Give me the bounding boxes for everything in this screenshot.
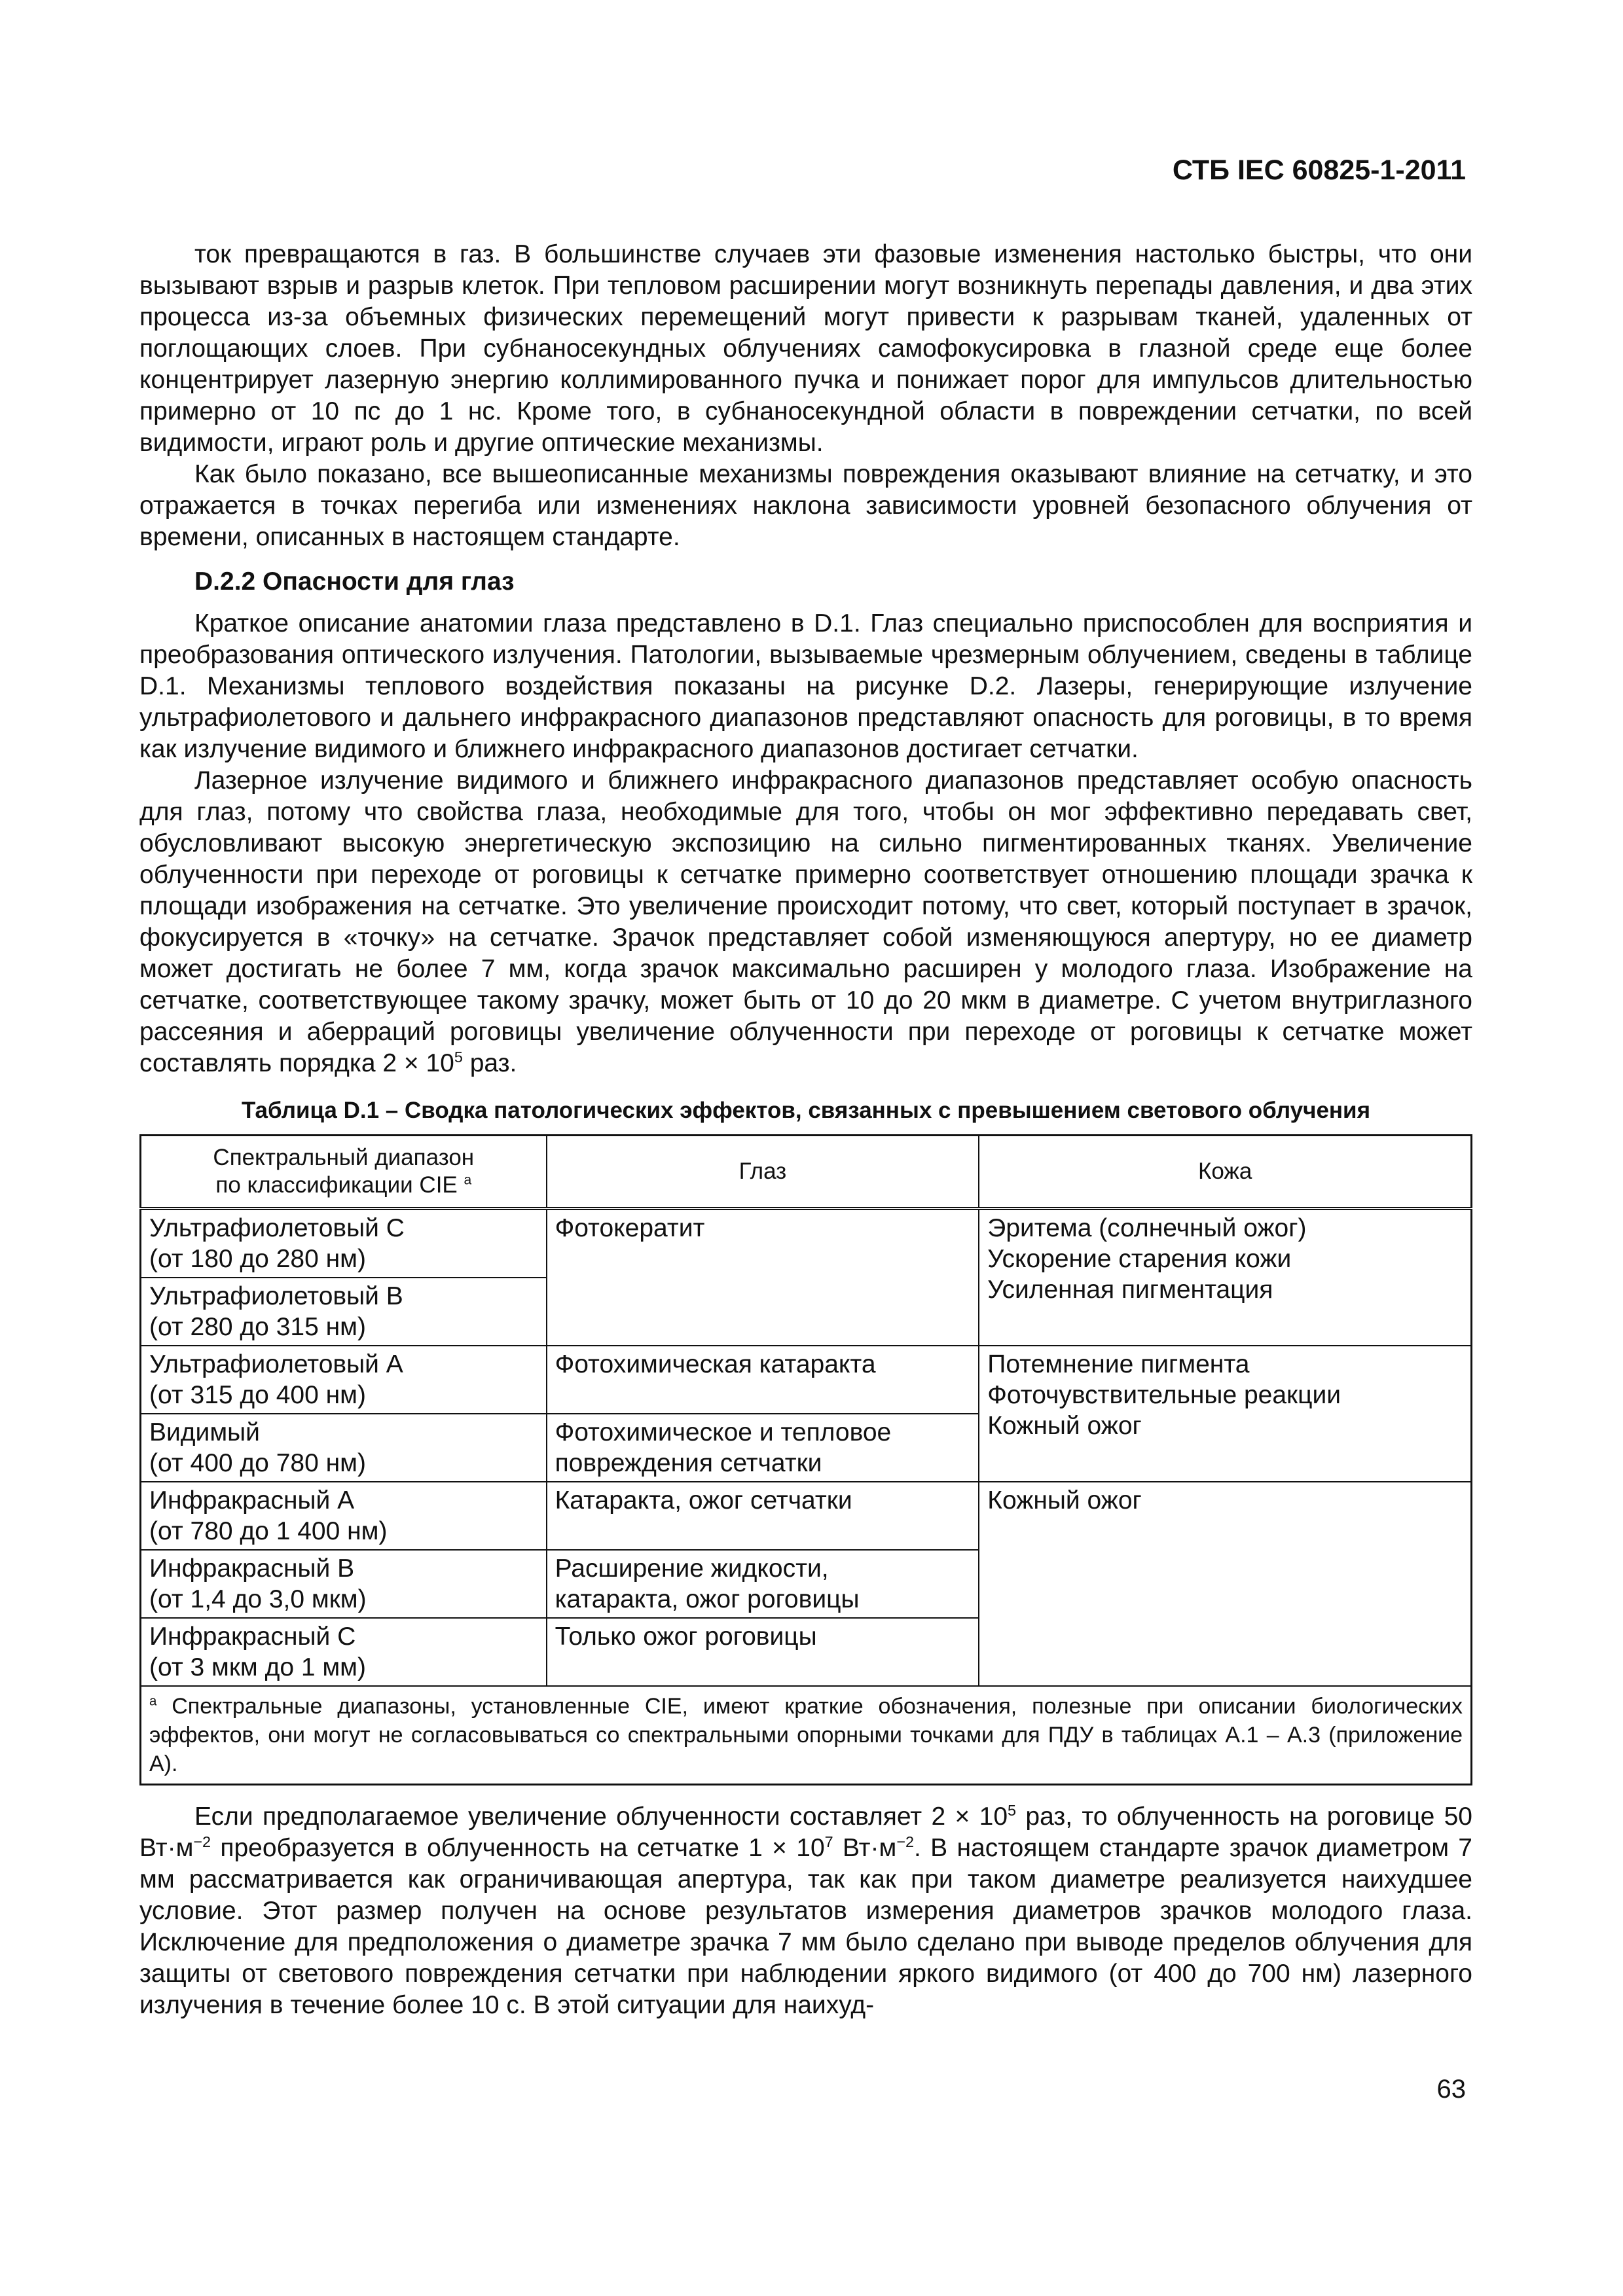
paragraph: ток превращаются в газ. В большинстве случаев эти фазовые изменения настолько быстры, что они вызывают взрыв и разрыв клеток. При тепловом расширении могут возникнуть перепады давления, и два этих процесса из-за объемных физических перемещений могут привести к разрывам тканей, удаленных от поглощающих слоев. При субнаносекундных облучениях самофокусировка в глазной среде еще более концентрирует лазерную энергию коллимированного пучка и понижает порог для импульсов длительностью примерно от 10 пс до 1 нс. Кроме того, в субнаносекундной области в повреждении сетчатки, по всей видимости, играют роль и другие оптические механизмы. [139, 240, 1472, 457]
spectral-range-cell: Ультрафиолетовый B (от 280 до 315 нм) [141, 1278, 547, 1346]
table-row [141, 1209, 1472, 1278]
spectral-range-cell: Видимый (от 400 до 780 нм) [141, 1414, 547, 1482]
page-content [139, 239, 1472, 2021]
table-footnote: $^а$ Спектральные диапазоны, установленные CIE, имеют краткие обозначения, полезные при описании биологических эффектов, они могут не согласовываться со спектральными опорными точками для ПДУ в таблицах А.1 – А.3 (приложение А). [141, 1686, 1472, 1785]
eye-effect-cell: Фотокератит [547, 1209, 979, 1346]
eye-effect-cell: Фотохимическое и тепловое повреждения сетчатки [547, 1414, 979, 1482]
paragraph: Как было показано, все вышеописанные механизмы повреждения оказывают влияние на сетчатку, и это отражается в точках перегиба или изменениях наклона зависимости уровней безопасного облучения от времени, описанных в настоящем стандарте. [139, 460, 1472, 551]
skin-effect-cell: Кожный ожог [979, 1482, 1471, 1686]
paragraph: Лазерное излучение видимого и ближнего инфракрасного диапазонов представляет особую опасность для глаз, потому что свойства глаза, необходимые для того, чтобы он мог эффективно передавать свет, обусловливают высокую энергетическую экспозицию на сильно пигментированных тканях. Увеличение облученности при переходе от роговицы к сетчатке примерно соответствует отношению площади зрачка к площади изображения на сетчатке. Это увеличение происходит потому, что свет, который поступает в зрачок, фокусируется в «точку» на сетчатке. Зрачок представляет собой изменяющуюся апертуру, но ее диаметр может достигать не более 7 мм, когда зрачок максимально расширен у молодого глаза. Изображение на сетчатке, соответствующее такому зрачку, может быть от 10 до 20 мкм в диаметре. С учетом внутриглазного рассеяния и аберраций роговицы увеличение облученности при переходе от роговицы к сетчатке может составлять порядка $2 \times 10^5$ раз. [139, 766, 1472, 1077]
spectral-range-cell: Ультрафиолетовый C (от 180 до 280 нм) [141, 1209, 547, 1278]
eye-effect-cell: Только ожог роговицы [547, 1618, 979, 1686]
spectral-range-cell: Инфракрасный C (от 3 мкм до 1 мм) [141, 1618, 547, 1686]
table-header-row [141, 1136, 1472, 1209]
eye-effect-cell: Расширение жидкости, катаракта, ожог роговицы [547, 1550, 979, 1618]
table-caption: Таблица D.1 – Сводка патологических эффектов, связанных с превышением светового облучения [242, 1098, 1370, 1123]
eye-effect-cell: Фотохимическая катаракта [547, 1346, 979, 1414]
pathology-table [139, 1134, 1472, 1785]
spectral-range-cell: Инфракрасный B (от 1,4 до 3,0 мкм) [141, 1550, 547, 1618]
skin-effect-cell: Эритема (солнечный ожог) Ускорение старения кожи Усиленная пигментация [979, 1209, 1471, 1346]
eye-header: Глаз [547, 1136, 979, 1209]
document-code: СТБ IEC 60825-1-2011 [1172, 154, 1466, 186]
spectral-range-header: Спектральный диапазон по классификации CIE $^а$ [141, 1136, 547, 1209]
table-row [141, 1482, 1472, 1550]
page-number: 63 [1436, 2075, 1466, 2104]
table-footnote-row [141, 1686, 1472, 1785]
skin-effect-cell: Потемнение пигмента Фоточувствительные реакции Кожный ожог [979, 1346, 1471, 1482]
section-heading: D.2.2 Опасности для глаз [194, 567, 515, 596]
skin-header: Кожа [979, 1136, 1471, 1209]
table-row [141, 1346, 1472, 1414]
paragraph: Краткое описание анатомии глаза представлено в D.1. Глаз специально приспособлен для восприятия и преобразования оптического излучения. Патологии, вызываемые чрезмерным облучением, сведены в таблице D.1. Механизмы теплового воздействия показаны на рисунке D.2. Лазеры, генерирующие излучение ультрафиолетового и дальнего инфракрасного диапазонов представляют опасность для роговицы, в то время как излучение видимого и ближнего инфракрасного диапазонов достигает сетчатки. [139, 609, 1472, 763]
eye-effect-cell: Катаракта, ожог сетчатки [547, 1482, 979, 1550]
spectral-range-cell: Инфракрасный A (от 780 до 1 400 нм) [141, 1482, 547, 1550]
spectral-range-cell: Ультрафиолетовый A (от 315 до 400 нм) [141, 1346, 547, 1414]
paragraph: Если предполагаемое увеличение облученности составляет $2 \times 10^5$ раз, то облученность на роговице 50 $Вт\cdot м^{-2}$ преобразуется в облученность на сетчатке $1 \times 10^7$ $Вт\cdot м^{-2}$. В настоящем стандарте зрачок диаметром 7 мм рассматривается как ограничивающая апертура, так как при таком диаметре реализуется наихудшее условие. Этот размер получен на основе результатов измерения диаметров зрачков молодого глаза. Исключение для предположения о диаметре зрачка 7 мм было сделано при выводе пределов облучения для защиты от светового повреждения сетчатки при наблюдении яркого видимого (от 400 до 700 нм) лазерного излучения в течение более 10 с. В этой ситуации для наихуд- [139, 1802, 1473, 2019]
